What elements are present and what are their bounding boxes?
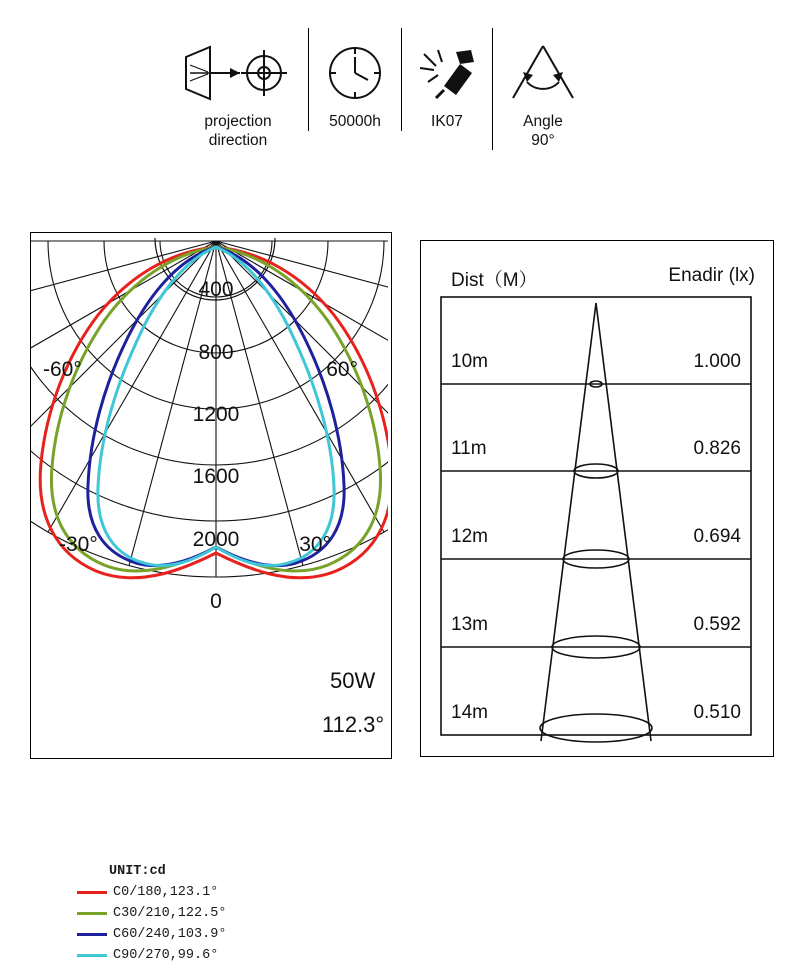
- spec-item-projection-direction: [168, 28, 308, 150]
- spec-item-impact-rating: [401, 28, 492, 131]
- spec-icon-bar: [168, 28, 598, 173]
- radial-label-1200: 1200: [192, 403, 240, 426]
- legend-swatch-c90: [77, 954, 107, 957]
- spec-label-lifetime: 50000h: [329, 113, 381, 130]
- legend-label-c60: C60/240,103.9°: [113, 927, 227, 942]
- beam-angle-icon: [505, 34, 581, 112]
- row-enadir-14m: 0.510: [693, 702, 741, 723]
- projection-direction-icon: [178, 34, 298, 112]
- legend-item-c90: [77, 945, 226, 966]
- radial-label-800: 800: [198, 341, 234, 364]
- angle-label-neg60: -60°: [43, 358, 82, 381]
- spec-item-beam-angle: [492, 28, 593, 150]
- beam-angle-value: 112.3°: [322, 712, 385, 737]
- row-enadir-12m: 0.694: [693, 526, 741, 547]
- row-dist-14m: 14m: [451, 702, 488, 723]
- legend-unit-label: UNIT:cd: [109, 864, 166, 879]
- radial-label-0: 0: [210, 590, 222, 613]
- radial-label-2000: 2000: [192, 528, 240, 551]
- radial-label-400: 400: [198, 278, 234, 301]
- power-value: 50W: [330, 668, 376, 693]
- clock-icon: [324, 34, 386, 112]
- row-dist-12m: 12m: [451, 526, 488, 547]
- legend-item-c60: [77, 924, 226, 945]
- row-dist-10m: 10m: [451, 351, 488, 372]
- legend-label-c90: C90/270,99.6°: [113, 948, 219, 963]
- table-header-dist: Dist（M）: [451, 270, 538, 291]
- legend-item-c0: [77, 882, 226, 903]
- row-enadir-13m: 0.592: [693, 614, 741, 635]
- spec-label-impact-rating: IK07: [431, 113, 463, 130]
- spec-label-projection-line1: projection: [204, 113, 272, 130]
- row-enadir-11m: 0.826: [693, 438, 741, 459]
- spec-label-beam-angle-line2: 90°: [531, 132, 555, 149]
- spec-label-beam-angle-line1: Angle: [523, 113, 563, 130]
- legend-swatch-c0: [77, 891, 107, 894]
- legend-swatch-c60: [77, 933, 107, 936]
- angle-label-60: 60°: [326, 358, 358, 381]
- distance-illuminance-svg: [421, 241, 770, 753]
- angle-label-neg30: -30°: [59, 533, 98, 556]
- row-dist-11m: 11m: [451, 438, 487, 459]
- row-dist-13m: 13m: [451, 614, 488, 635]
- legend-label-c0: C0/180,123.1°: [113, 885, 219, 900]
- table-header-enadir: Enadir (lx): [668, 265, 755, 286]
- legend-swatch-c30: [77, 912, 107, 915]
- angle-label-30: 30°: [299, 533, 331, 556]
- legend-label-c30: C30/210,122.5°: [113, 906, 227, 921]
- legend-item-c30: [77, 903, 226, 924]
- spec-item-lifetime: [308, 28, 401, 131]
- polar-legend: [77, 861, 226, 966]
- distance-illuminance-panel: [420, 240, 774, 757]
- row-enadir-10m: 1.000: [693, 351, 741, 372]
- spec-label-projection-line2: direction: [208, 132, 268, 149]
- radial-label-1600: 1600: [192, 465, 240, 488]
- impact-hammer-icon: [414, 34, 480, 112]
